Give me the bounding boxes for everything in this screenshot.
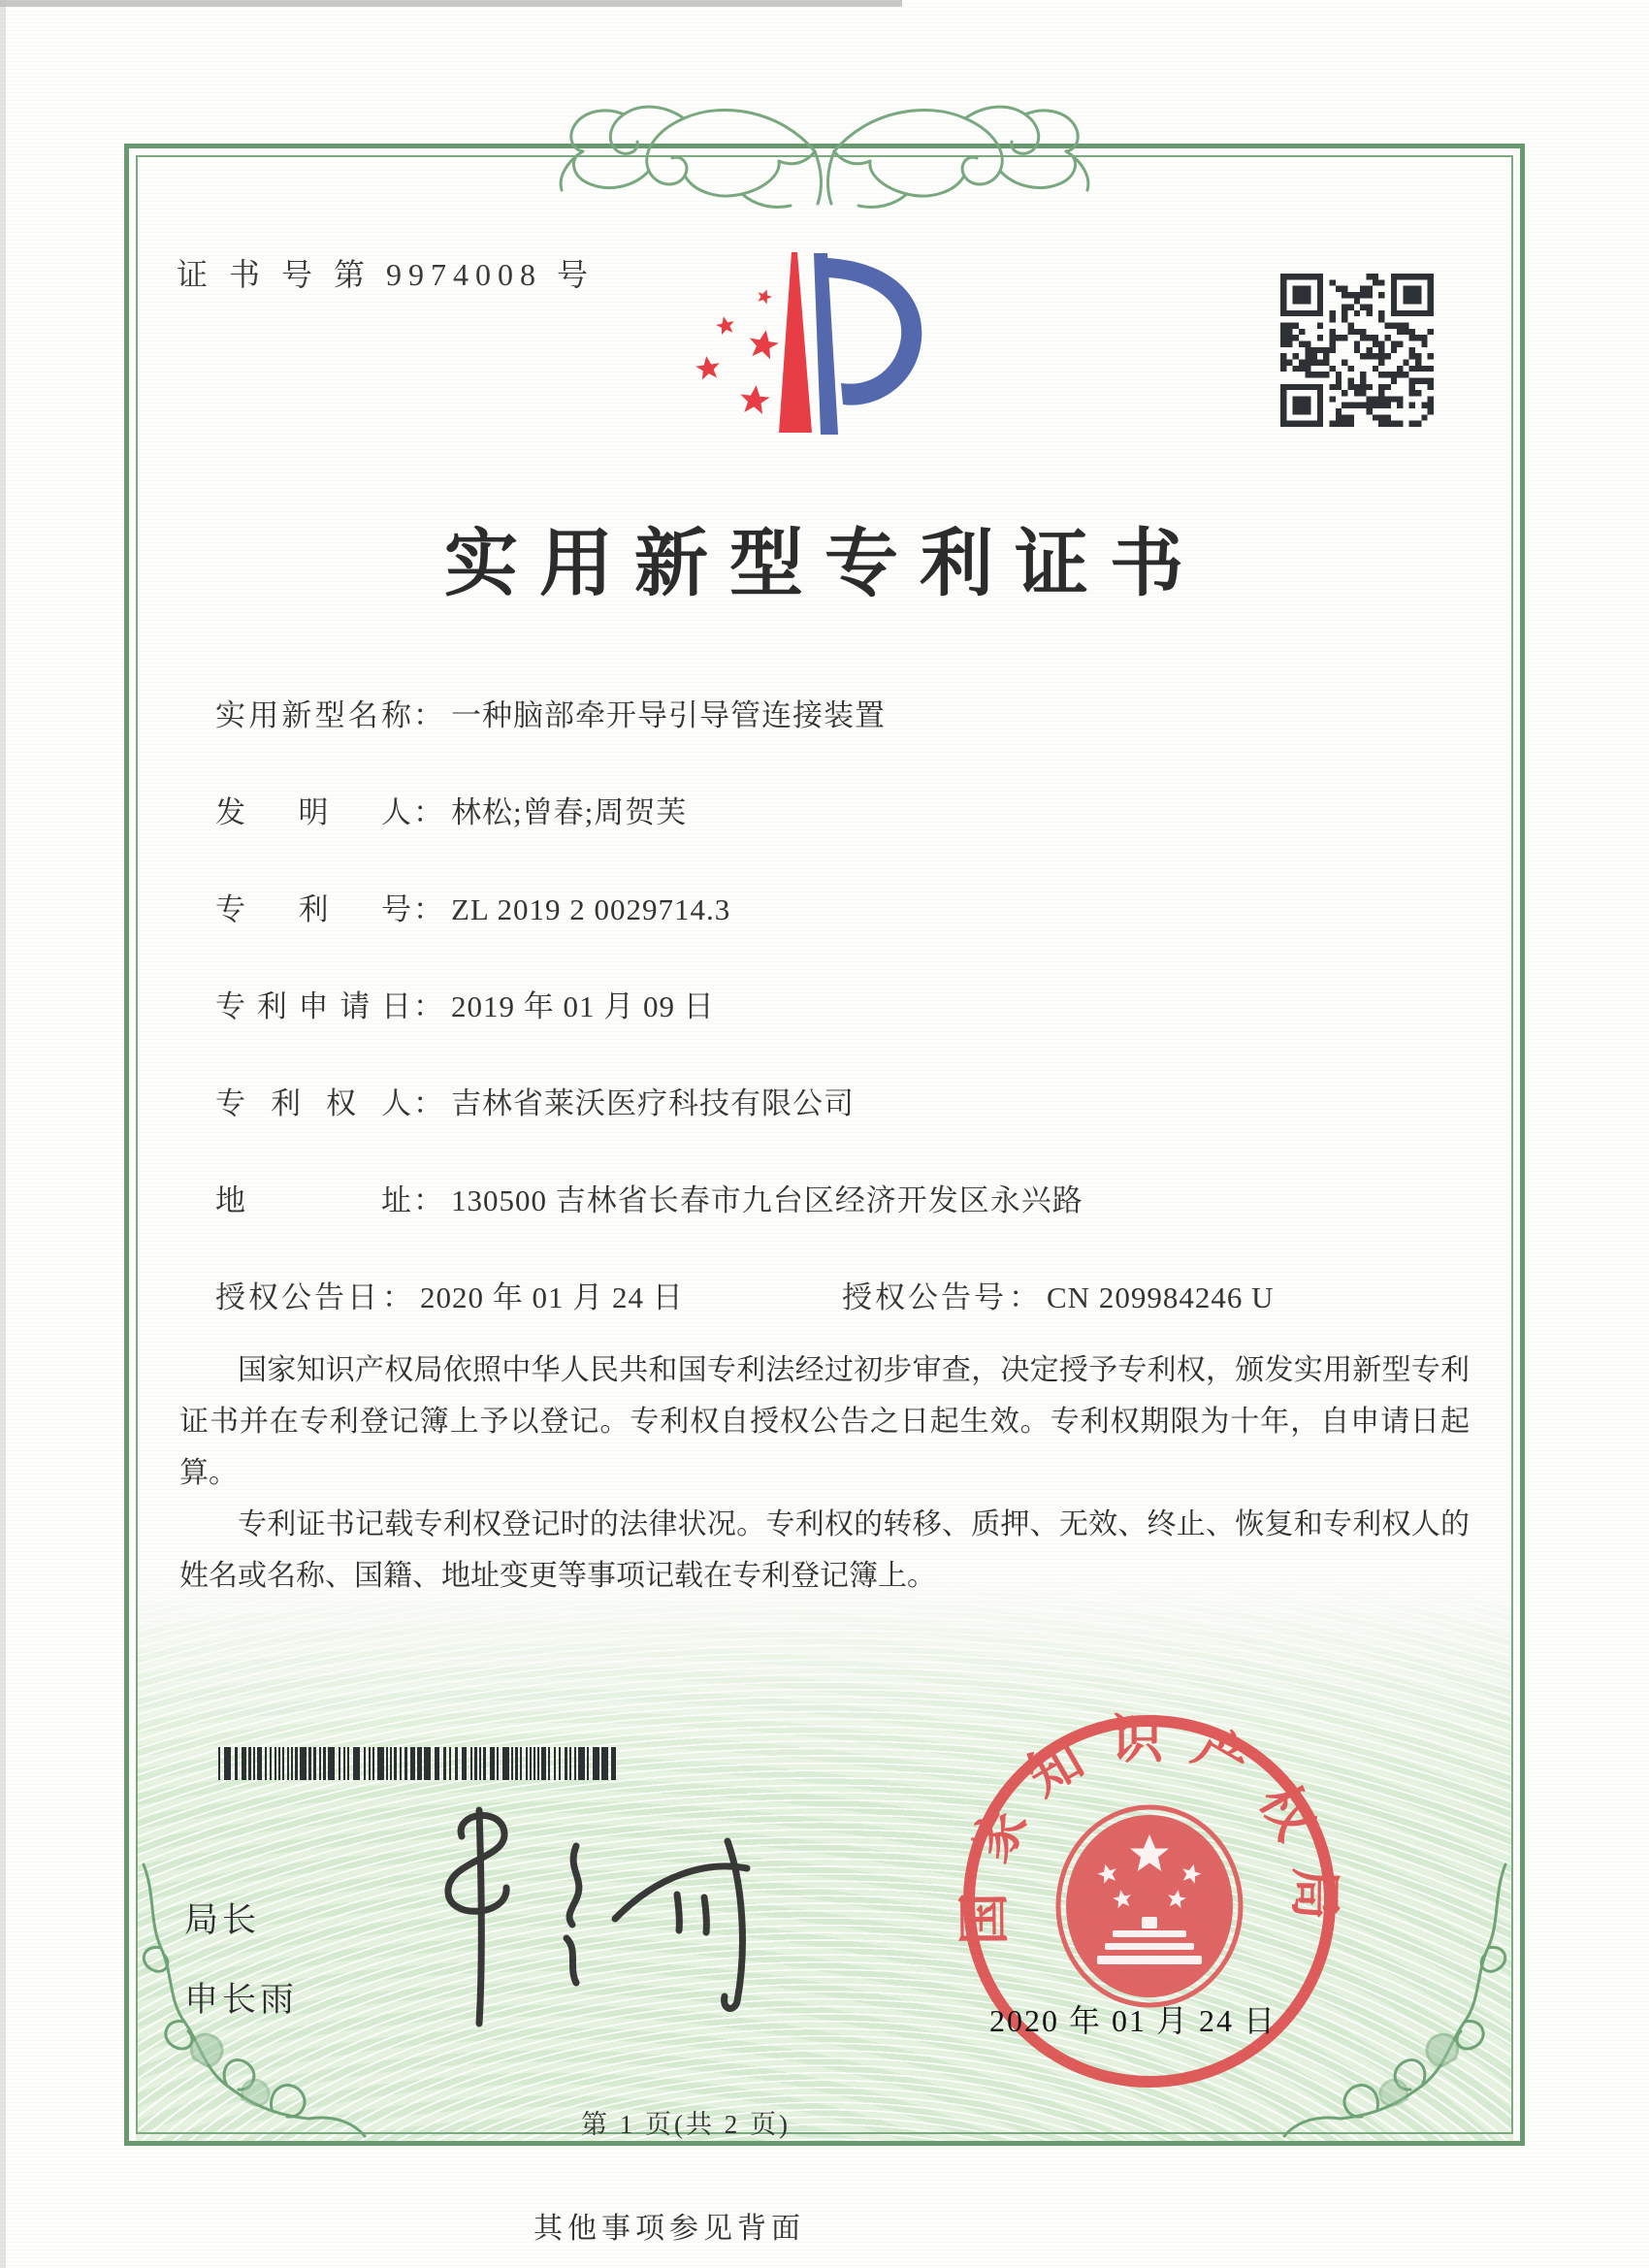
grant-row (215, 1273, 1476, 1316)
legal-paragraph-1: 国家知识产权局依照中华人民共和国专利法经过初步审查，决定授予专利权，颁发实用新型专利证书并在专利登记簿上予以登记。专利权自授权公告之日起生效。专利权期限为十年，自申请日起算。 (179, 1354, 1470, 1489)
signature-graphic (386, 1793, 774, 2035)
grant-number-value: CN 209984246 U (1047, 1280, 1275, 1314)
field-row-patent-number (215, 885, 1083, 982)
page-number-info: 第 1 页(共 2 页) (581, 2110, 791, 2139)
logo-p-bowl (825, 258, 922, 405)
grant-date-group (215, 1280, 684, 1314)
legal-paragraph-2: 专利证书记载专利权登记时的法律状况。专利权的转移、质押、无效、终止、恢复和专利权人的姓名或名称、国籍、地址变更等事项记载在专利登记簿上。 (179, 1508, 1470, 1592)
field-row-filing-date (215, 982, 1083, 1079)
field-label: 发明人 (215, 795, 411, 829)
grant-number-label: 授权公告号 (842, 1280, 1007, 1314)
field-row-patentee (215, 1079, 1083, 1176)
field-value: 吉林省莱沃医疗科技有限公司 (451, 1086, 855, 1120)
grant-number-group (842, 1273, 1274, 1316)
logo-blue-bar (814, 253, 838, 435)
signer-name: 申长雨 (184, 1981, 299, 2019)
certificate-title: 实用新型专利证书 (444, 524, 1205, 605)
logo-stars (695, 287, 781, 414)
field-label: 地址 (215, 1183, 411, 1217)
field-colon: ： (413, 892, 443, 926)
field-value: 2019 年 01 月 09 日 (451, 989, 715, 1023)
seal-arc-text: 国家知识产权局 (955, 1710, 1343, 1946)
cnipa-logo (669, 241, 941, 449)
logo-red-wedge (779, 252, 812, 433)
field-colon: ： (382, 1280, 412, 1314)
field-label: 专利号 (215, 892, 411, 926)
national-emblem (1058, 1807, 1241, 2005)
field-value: 130500 吉林省长春市九台区经济开发区永兴路 (451, 1183, 1083, 1217)
field-row-name (215, 691, 1083, 788)
field-label: 专利权人 (215, 1086, 411, 1120)
scan-edge-left (0, 0, 6, 2268)
field-colon: ： (413, 698, 443, 732)
field-colon: ： (413, 1183, 443, 1217)
field-colon: ： (1009, 1280, 1039, 1314)
scan-edge-top (0, 0, 902, 7)
certificate-number: 证 书 号 第 9974008 号 (177, 257, 596, 292)
signer-block (184, 1894, 298, 2053)
legal-text-block (179, 1345, 1470, 1602)
field-value: 林松;曾春;周贺芙 (451, 795, 688, 829)
field-list (215, 691, 1083, 1273)
field-colon: ： (413, 989, 443, 1023)
field-row-address (215, 1176, 1083, 1273)
field-value: ZL 2019 2 0029714.3 (451, 892, 731, 926)
field-value: 一种脑部牵开导引导管连接装置 (451, 698, 886, 732)
signer-title: 局长 (184, 1901, 261, 1939)
field-label: 专利申请日 (215, 989, 411, 1023)
dragon-ornament (548, 93, 1101, 248)
qr-code (1280, 274, 1434, 427)
seal-date: 2020 年 01 月 24 日 (989, 2003, 1277, 2038)
grant-date-value: 2020 年 01 月 24 日 (420, 1280, 684, 1314)
back-side-note: 其他事项参见背面 (534, 2213, 805, 2245)
field-colon: ： (413, 795, 443, 829)
field-row-inventor (215, 788, 1083, 885)
barcode (218, 1747, 620, 1780)
grant-date-label: 授权公告日 (215, 1280, 380, 1314)
field-colon: ： (413, 1086, 443, 1120)
field-label: 实用新型名称 (215, 698, 411, 732)
